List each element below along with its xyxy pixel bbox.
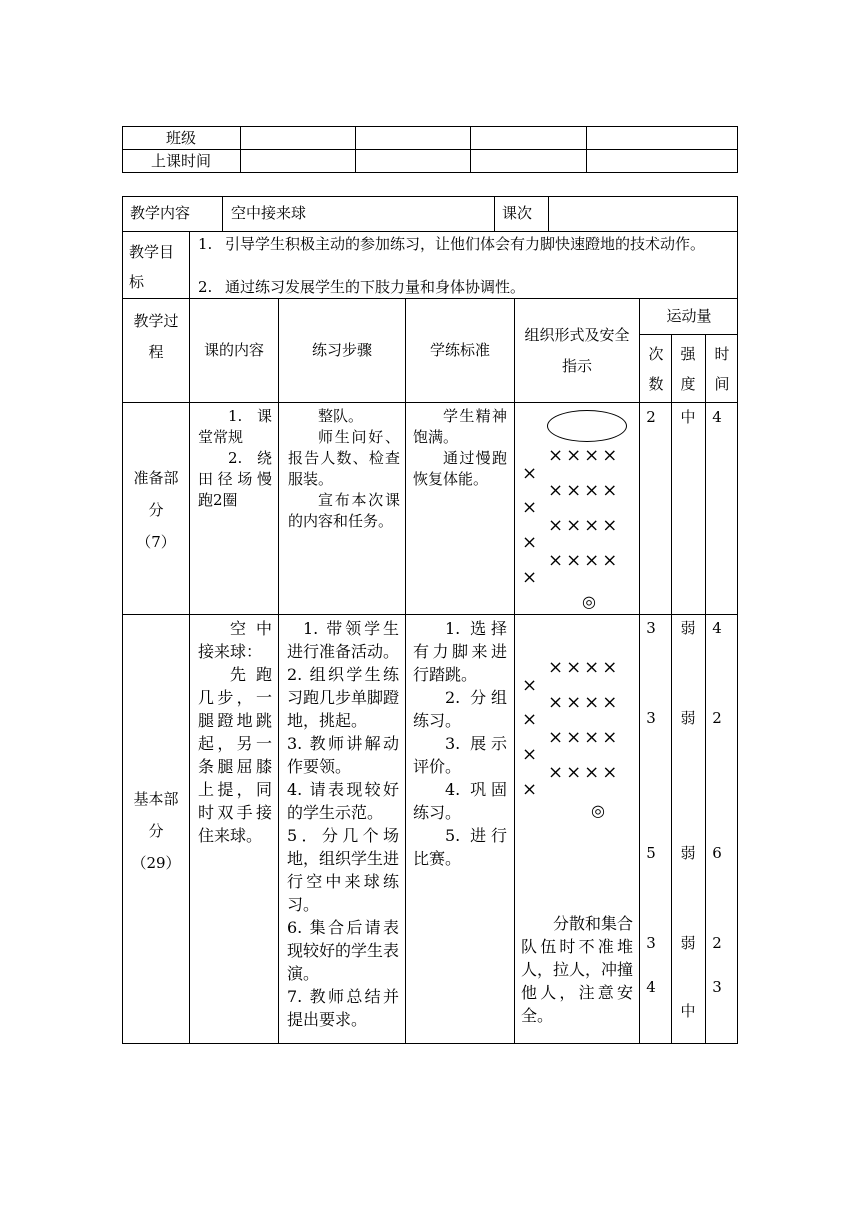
header-content: 课的内容 bbox=[203, 341, 264, 359]
class-value-cell-1[interactable] bbox=[241, 127, 354, 149]
main-duration: 6 bbox=[712, 844, 722, 862]
time-label: 上课时间 bbox=[150, 151, 211, 170]
goal-1-num: 1. bbox=[198, 235, 213, 253]
formation-side: × bbox=[522, 567, 541, 588]
prep-standard: 学生精神饱满。 bbox=[413, 407, 507, 446]
main-times: 3 bbox=[646, 709, 656, 727]
formation-row: ×××× bbox=[548, 515, 621, 536]
class-value-cell-2[interactable] bbox=[356, 127, 469, 149]
main-step: 3. 教师讲解动作要领。 bbox=[287, 734, 399, 776]
header-organization: 组织形式及安全指示 bbox=[524, 326, 630, 375]
formation-row: ×××× bbox=[548, 480, 621, 501]
prep-duration: 4 bbox=[712, 408, 722, 426]
class-label: 班级 bbox=[165, 128, 196, 147]
header-intensity: 强度 bbox=[680, 345, 696, 393]
formation-side: × bbox=[522, 779, 541, 800]
main-step: 6. 集合后请表现较好的学生表演。 bbox=[287, 918, 400, 983]
main-times: 3 bbox=[646, 619, 656, 637]
header-standard: 学练标准 bbox=[429, 341, 490, 359]
prep-content-item: 2. 绕田径场慢跑2圈 bbox=[198, 449, 272, 509]
formation-side: × bbox=[522, 463, 541, 484]
prep-step: 宣布本次课的内容和任务。 bbox=[288, 491, 400, 530]
main-intensity: 中 bbox=[680, 1002, 696, 1020]
main-standard: 2. 分组练习。 bbox=[413, 688, 507, 730]
main-standard: 3. 展示评价。 bbox=[413, 734, 507, 776]
main-steps bbox=[287, 617, 399, 1031]
formation-row: ×××× bbox=[548, 727, 621, 748]
content-value: 空中接来球 bbox=[231, 204, 307, 222]
main-step: 2. 组织学生练习跑几步单脚蹬地，挑起。 bbox=[287, 665, 400, 730]
main-name: 基本部分 bbox=[133, 790, 179, 840]
formation-side: × bbox=[522, 497, 541, 518]
class-value-cell-4[interactable] bbox=[587, 127, 737, 149]
main-intensity: 弱 bbox=[680, 619, 696, 637]
formation-row: ×××× bbox=[548, 762, 621, 783]
main-step: 7. 教师总结并提出要求。 bbox=[287, 987, 399, 1029]
header-load: 运动量 bbox=[666, 307, 712, 325]
main-standards bbox=[413, 617, 507, 870]
formation-row: ×××× bbox=[548, 445, 621, 466]
prep-name: 准备部分 bbox=[133, 469, 179, 519]
header-steps: 练习步骤 bbox=[311, 341, 372, 359]
main-duration: 3 bbox=[712, 978, 722, 996]
prep-content-item: 1. 课堂常规 bbox=[198, 407, 272, 446]
main-content-item: 空中接来球： bbox=[198, 619, 272, 661]
goal-2-num: 2. bbox=[198, 278, 213, 296]
main-intensity: 弱 bbox=[680, 844, 696, 862]
main-intensity: 弱 bbox=[680, 934, 696, 952]
prep-standard: 通过慢跑恢复体能。 bbox=[413, 449, 507, 488]
header-duration: 时间 bbox=[714, 345, 730, 393]
formation-row: ×××× bbox=[548, 550, 621, 571]
main-minutes: （29） bbox=[131, 854, 181, 872]
prep-standards bbox=[413, 406, 507, 490]
main-content-item: 先跑几步，一腿蹬地跳起，另一条腿屈膝上提，同时双手接住来球。 bbox=[198, 665, 272, 845]
formation-side: × bbox=[522, 744, 541, 765]
main-step: 1. 带领学生进行准备活动。 bbox=[287, 619, 400, 661]
field-ellipse-shape bbox=[547, 410, 627, 442]
main-intensity: 弱 bbox=[680, 709, 696, 727]
main-duration: 2 bbox=[712, 709, 722, 727]
formation-row: ×××× bbox=[548, 657, 621, 678]
prep-minutes: （7） bbox=[136, 533, 176, 551]
main-content bbox=[198, 617, 272, 847]
session-value-cell[interactable] bbox=[549, 197, 737, 231]
session-label: 课次 bbox=[502, 204, 533, 222]
formation-side: × bbox=[522, 532, 541, 553]
teacher-mark: ◎ bbox=[582, 592, 596, 611]
prep-times: 2 bbox=[646, 408, 656, 426]
prep-intensity: 中 bbox=[680, 408, 696, 426]
main-times: 3 bbox=[646, 934, 656, 952]
formation-side: × bbox=[522, 675, 541, 696]
prep-steps bbox=[288, 406, 400, 532]
main-standard: 4. 巩固练习。 bbox=[413, 780, 507, 822]
main-standard: 5. 进行比赛。 bbox=[413, 826, 507, 868]
formation-row: ×××× bbox=[548, 692, 621, 713]
main-times: 5 bbox=[646, 844, 656, 862]
main-times: 4 bbox=[646, 978, 656, 996]
goal-2-text: 通过练习发展学生的下肢力量和身体协调性。 bbox=[225, 278, 526, 296]
prep-content bbox=[198, 406, 272, 511]
main-step: 5．分几个场地，组织学生进行空中来球练习。 bbox=[287, 826, 400, 914]
header-process: 教学过程 bbox=[133, 312, 179, 361]
main-duration: 4 bbox=[712, 619, 722, 637]
prep-step: 师生问好、报告人数、检查服装。 bbox=[288, 428, 400, 488]
main-duration: 2 bbox=[712, 934, 722, 952]
prep-step: 整队。 bbox=[318, 407, 364, 425]
header-times: 次数 bbox=[648, 345, 664, 393]
teacher-mark: ◎ bbox=[591, 801, 605, 820]
goal-1-text: 引导学生积极主动的参加练习，让他们体会有力脚快速蹬地的技术动作。 bbox=[225, 235, 706, 253]
main-step: 4. 请表现较好的学生示范。 bbox=[287, 780, 399, 822]
formation-side: × bbox=[522, 709, 541, 730]
goal-label: 教学目标 bbox=[129, 243, 175, 291]
main-standard: 1. 选择有力脚来进行踏跳。 bbox=[413, 619, 507, 684]
class-value-cell-3[interactable] bbox=[471, 127, 585, 149]
content-label: 教学内容 bbox=[130, 204, 191, 222]
safety-note: 分散和集合队伍时不准堆人，拉人，冲撞他人，注意安全。 bbox=[521, 914, 634, 1025]
